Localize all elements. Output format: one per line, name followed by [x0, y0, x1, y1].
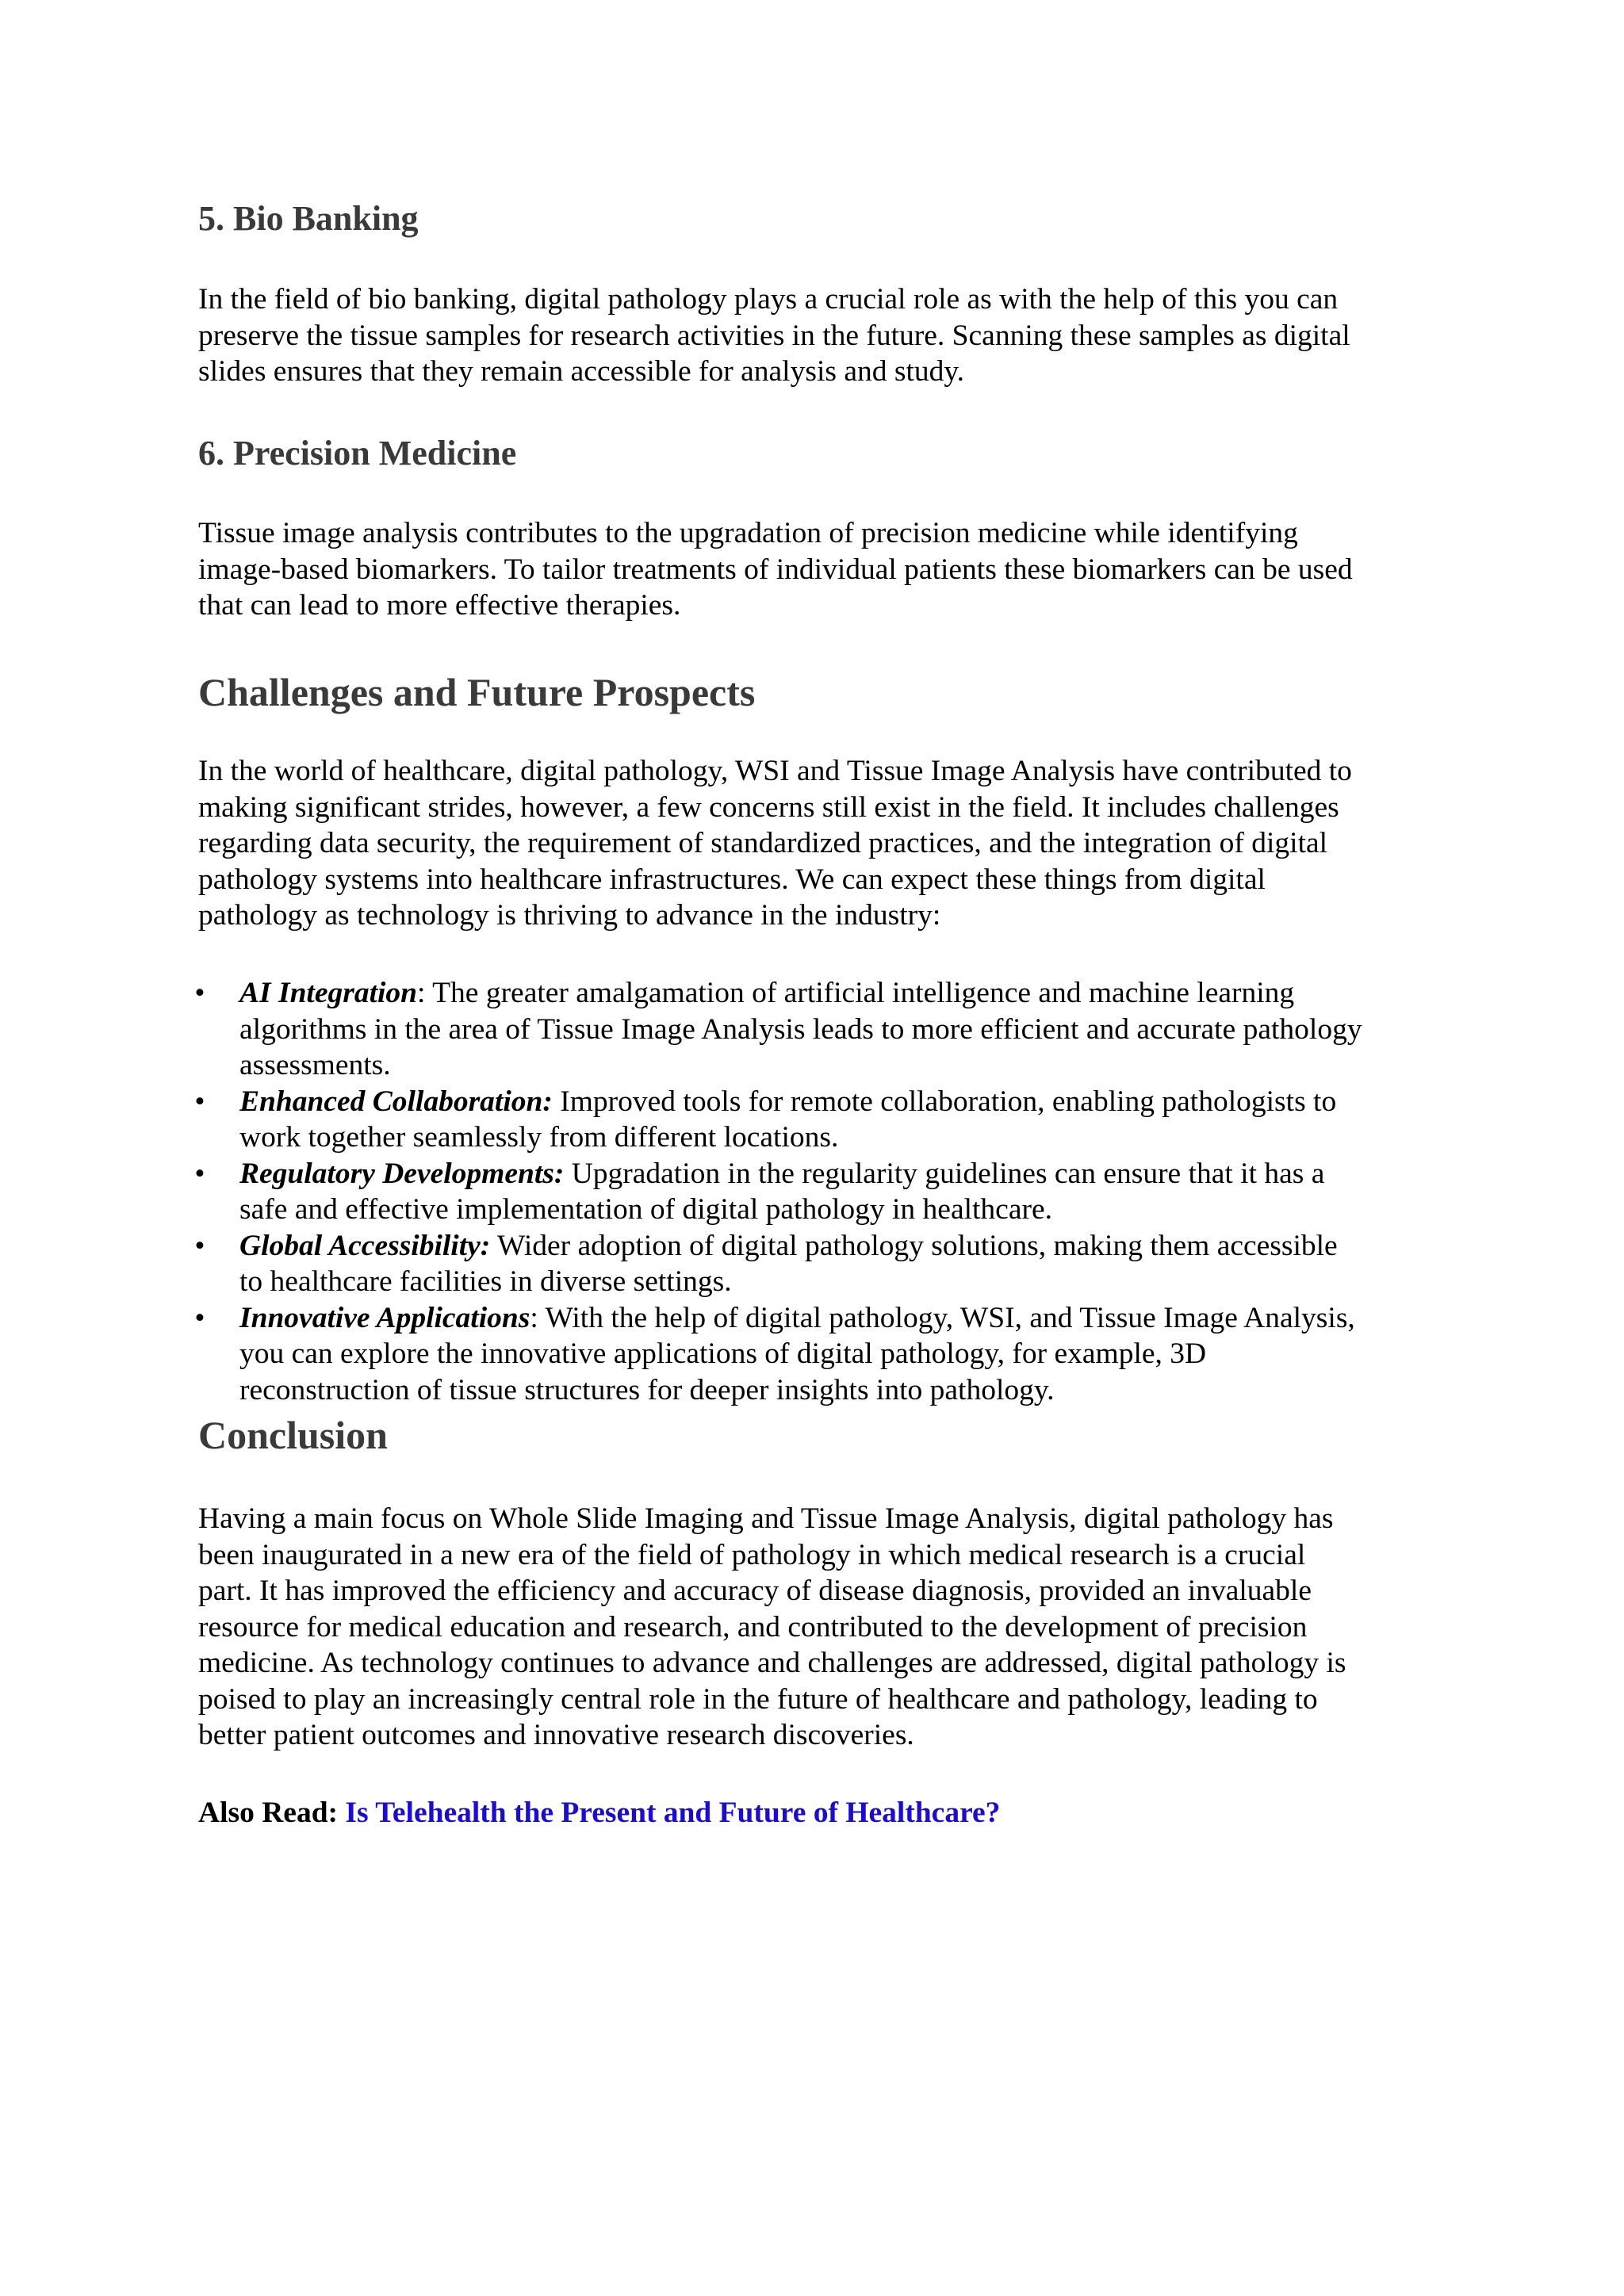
also-read-label: Also Read:: [198, 1797, 339, 1829]
bullet-icon: •: [194, 1229, 205, 1262]
bullet-icon: •: [194, 1157, 205, 1190]
text-line: work together seamlessly from different locations.: [239, 1121, 839, 1154]
heading-challenges: Challenges and Future Prospects: [198, 670, 756, 714]
text-line: to healthcare facilities in diverse settings.: [239, 1265, 732, 1298]
text-line: part. It has improved the efficiency and accuracy of disease diagnosis, provided an invaluable: [198, 1575, 1312, 1607]
also-read: [198, 1795, 1000, 1831]
text-line: algorithms in the area of Tissue Image Analysis leads to more efficient and accurate pathology: [239, 1012, 1362, 1046]
text-line: better patient outcomes and innovative research discoveries.: [198, 1719, 914, 1751]
text-line: poised to play an increasingly central role in the future of healthcare and pathology, leading to: [198, 1682, 1318, 1716]
bullet-term: Regulatory Developments:: [239, 1157, 565, 1190]
list-item: [194, 1300, 1362, 1409]
text-line: pathology as technology is thriving to advance in the industry:: [198, 899, 941, 932]
text-line: resource for medical education and research, and contributed to the development of precision: [198, 1610, 1308, 1644]
also-read-link[interactable]: Is Telehealth the Present and Future of Healthcare?: [345, 1797, 1001, 1829]
bullet-text: Upgradation in the regularity guidelines can ensure that it has a: [564, 1157, 1325, 1190]
bullet-term: AI Integration: [239, 977, 418, 1009]
prospects-list: [194, 975, 1362, 1408]
text-line: [239, 1084, 1362, 1120]
heading-bio-banking: 5. Bio Banking: [198, 199, 419, 238]
bullet-icon: •: [194, 1085, 205, 1118]
bullet-text: Wider adoption of digital pathology solutions, making them accessible: [490, 1229, 1338, 1262]
text-line: you can explore the innovative applications of digital pathology, for example, 3D: [239, 1337, 1207, 1370]
paragraph-challenges: [198, 753, 1352, 934]
text-line: regarding data security, the requirement of standardized practices, and the integration of digital: [198, 827, 1328, 859]
text-line: assessments.: [239, 1049, 391, 1081]
bullet-text: : With the help of digital pathology, WSI, and Tissue Image Analysis,: [530, 1301, 1355, 1334]
text-line: [239, 1300, 1362, 1337]
bullet-term: Enhanced Collaboration:: [239, 1085, 553, 1118]
text-line: medicine. As technology continues to advance and challenges are addressed, digital pathology is: [198, 1647, 1346, 1679]
paragraph-precision-medicine: [198, 515, 1353, 624]
paragraph-bio-banking: [198, 281, 1350, 390]
text-line: image-based biomarkers. To tailor treatments of individual patients these biomarkers can be used: [198, 553, 1353, 586]
paragraph-conclusion: [198, 1501, 1346, 1754]
bullet-icon: •: [194, 977, 205, 1009]
text-line: Tissue image analysis contributes to the upgradation of precision medicine while identifying: [198, 517, 1298, 549]
bullet-text: : The greater amalgamation of artificial intelligence and machine learning: [417, 977, 1295, 1009]
text-line: [239, 975, 1362, 1012]
bullet-text: Improved tools for remote collaboration, enabling pathologists to: [552, 1085, 1337, 1118]
text-line: making significant strides, however, a few concerns still exist in the field. It includes challenges: [198, 790, 1339, 824]
heading-precision-medicine: 6. Precision Medicine: [198, 434, 517, 473]
text-line: reconstruction of tissue structures for deeper insights into pathology.: [239, 1373, 1055, 1406]
text-line: that can lead to more effective therapies.: [198, 589, 681, 622]
text-line: safe and effective implementation of digital pathology in healthcare.: [239, 1193, 1052, 1226]
text-line: pathology systems into healthcare infrastructures. We can expect these things from digital: [198, 863, 1266, 896]
bullet-icon: •: [194, 1301, 205, 1334]
list-item: [194, 1156, 1362, 1228]
text-line: In the field of bio banking, digital pathology plays a crucial role as with the help of this you can: [198, 283, 1339, 316]
text-line: Having a main focus on Whole Slide Imaging and Tissue Image Analysis, digital pathology has: [198, 1502, 1334, 1535]
bullet-term: Global Accessibility:: [239, 1229, 491, 1262]
heading-conclusion: Conclusion: [198, 1413, 388, 1457]
text-line: In the world of healthcare, digital pathology, WSI and Tissue Image Analysis have contributed to: [198, 755, 1352, 787]
list-item: [194, 975, 1362, 1084]
text-line: [239, 1228, 1362, 1265]
text-line: [239, 1156, 1362, 1192]
text-line: preserve the tissue samples for research activities in the future. Scanning these samples as digital: [198, 319, 1350, 352]
bullet-term: Innovative Applications: [239, 1301, 530, 1334]
text-line: slides ensures that they remain accessible for analysis and study.: [198, 355, 965, 388]
text-line: been inaugurated in a new era of the field of pathology in which medical research is a crucial: [198, 1538, 1306, 1571]
list-item: [194, 1084, 1362, 1156]
list-item: [194, 1228, 1362, 1300]
